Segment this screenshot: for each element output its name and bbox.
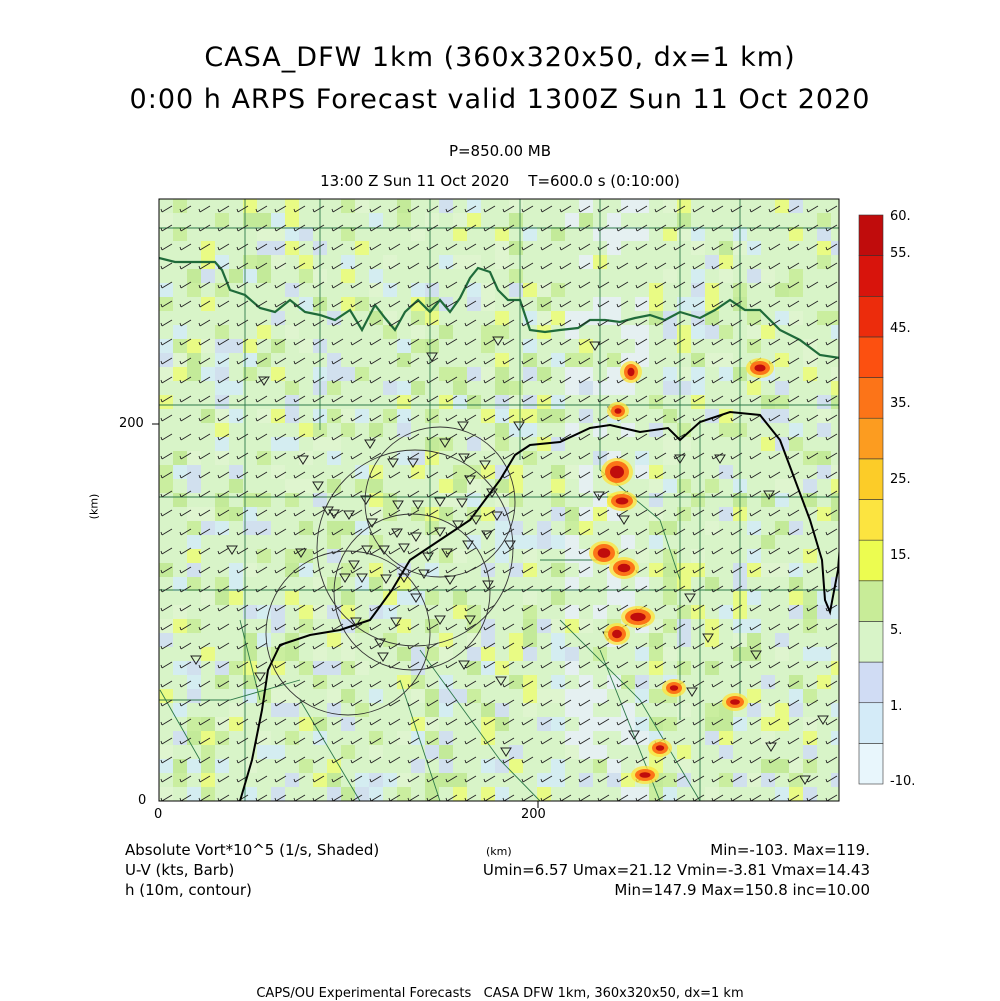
colorbar-swatch <box>859 337 883 378</box>
colorbar-label: -10. <box>890 774 916 789</box>
valid-time: 13:00 Z Sun 11 Oct 2020 T=600.0 s (0:10:00) <box>320 172 680 190</box>
colorbar-swatch <box>859 662 883 703</box>
legend-height: h (10m, contour) <box>125 881 252 899</box>
vorticity-maximum <box>662 679 686 697</box>
colorbar-label: 60. <box>890 209 911 224</box>
stats-wind: Umin=6.57 Umax=21.12 Vmin=-3.81 Vmax=14.43 <box>482 861 870 879</box>
pressure-level: P=850.00 MB <box>448 142 552 160</box>
vorticity-maximum <box>604 623 630 645</box>
colorbar-swatch <box>859 296 883 337</box>
colorbar-swatch <box>859 459 883 500</box>
y-axis-label: (km) <box>87 493 101 520</box>
colorbar <box>859 215 883 784</box>
title-line-1: CASA_DFW 1km (360x320x50, dx=1 km) <box>204 42 796 73</box>
stats-height: Min=147.9 Max=150.8 inc=10.00 <box>614 881 870 899</box>
x-tick-200: 200 <box>521 807 546 822</box>
legend-vorticity: Absolute Vort*10^5 (1/s, Shaded) <box>125 841 380 859</box>
colorbar-label: 15. <box>890 548 911 563</box>
footer-credit: CAPS/OU Experimental Forecasts CASA DFW 1km, 360x320x50, dx=1 km <box>256 986 744 1001</box>
title-line-2: 0:00 h ARPS Forecast valid 1300Z Sun 11 Oct 2020 <box>129 84 871 115</box>
colorbar-swatch <box>859 215 883 256</box>
vorticity-maximum <box>631 766 659 784</box>
colorbar-swatch <box>859 743 883 784</box>
colorbar-swatch <box>859 256 883 297</box>
vorticity-maximum <box>648 739 672 757</box>
colorbar-swatch <box>859 540 883 581</box>
colorbar-label: 1. <box>890 699 903 714</box>
vorticity-maximum <box>607 402 629 420</box>
x-axis-label: (km) <box>486 845 512 858</box>
vorticity-maximum <box>746 358 774 378</box>
y-tick-200: 200 <box>119 416 144 431</box>
legend-wind: U-V (kts, Barb) <box>125 861 235 879</box>
colorbar-swatch <box>859 500 883 541</box>
vorticity-maximum <box>621 606 655 628</box>
colorbar-label: 35. <box>890 396 911 411</box>
colorbar-label: 25. <box>890 472 911 487</box>
stats-vorticity: Min=-103. Max=119. <box>710 841 870 859</box>
colorbar-label: 45. <box>890 321 911 336</box>
vorticity-maximum <box>620 361 642 383</box>
colorbar-label: 55. <box>890 246 911 261</box>
colorbar-swatch <box>859 621 883 662</box>
colorbar-swatch <box>859 418 883 459</box>
colorbar-label: 5. <box>890 623 903 638</box>
y-tick-0: 0 <box>138 793 147 808</box>
vorticity-maximum <box>722 693 748 711</box>
colorbar-swatch <box>859 581 883 622</box>
colorbar-swatch <box>859 703 883 744</box>
vorticity-maximum <box>601 458 633 486</box>
vorticity-maximum <box>607 491 637 511</box>
colorbar-swatch <box>859 378 883 419</box>
vorticity-maximum <box>609 557 639 579</box>
x-tick-0: 0 <box>154 807 163 822</box>
